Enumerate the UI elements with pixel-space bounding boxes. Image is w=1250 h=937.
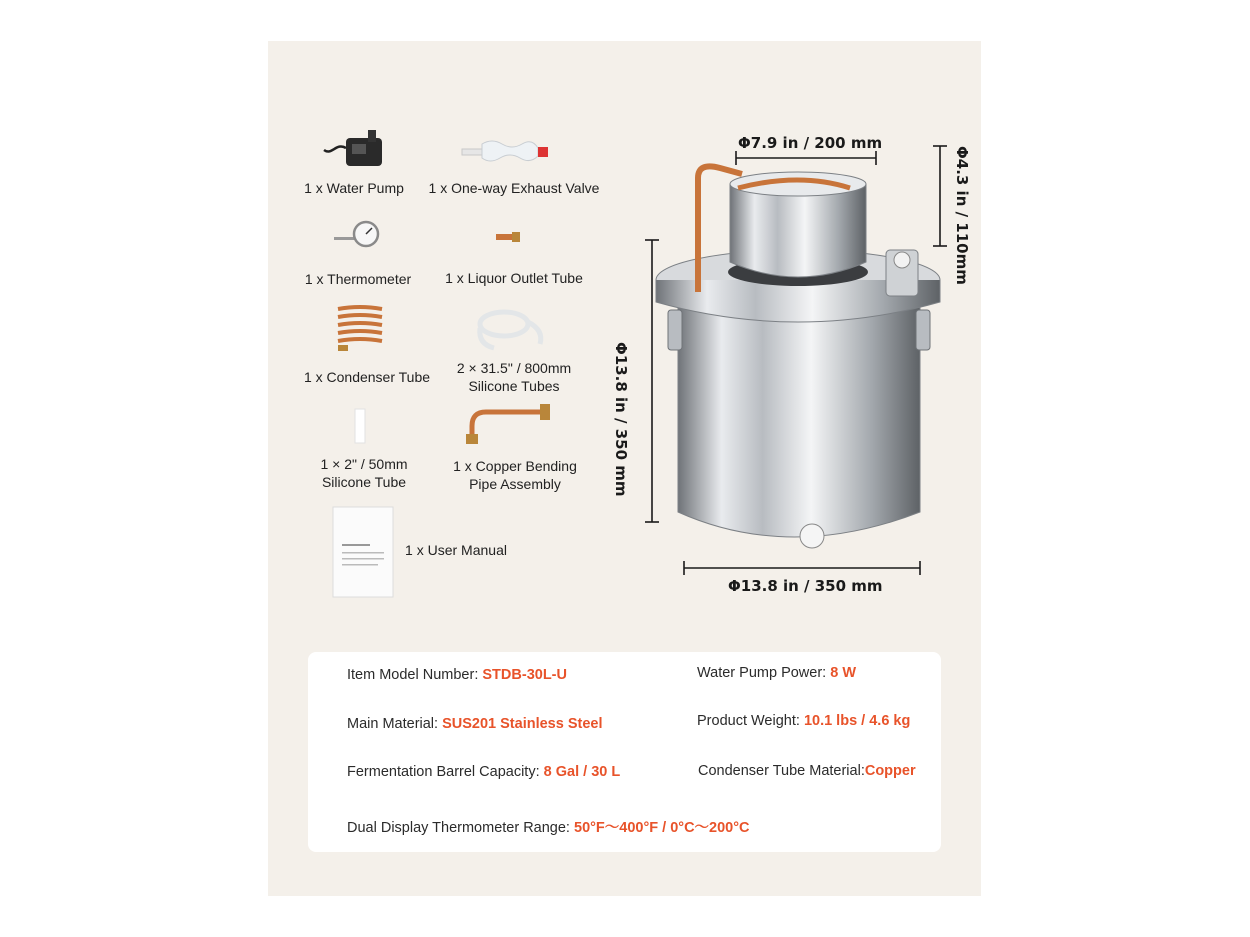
- spec-thermo-range-value: 50°F～400°F / 0°C～200°C: [574, 820, 750, 836]
- exhaust-valve-label: 1 x One-way Exhaust Valve: [428, 180, 600, 196]
- dimension-barrel-height: Φ13.8 in / 350 mm: [612, 342, 630, 497]
- exhaust-valve-icon: [460, 138, 554, 166]
- copper-bending-pipe-label-line1: 1 x Copper Bending: [453, 458, 577, 474]
- silicone-tube-icon: [354, 408, 366, 444]
- dimension-top-height: Φ4.3 in / 110mm: [953, 146, 971, 285]
- spec-weight: Product Weight: 10.1 lbs / 4.6 kg: [697, 713, 911, 729]
- dimension-lines: [640, 140, 970, 590]
- spec-weight-value: 10.1 lbs / 4.6 kg: [803, 713, 911, 729]
- spec-material: Main Material: SUS201 Stainless Steel: [347, 716, 603, 732]
- water-pump-label: 1 x Water Pump: [304, 180, 404, 196]
- spec-model: Item Model Number: STDB-30L-U: [347, 667, 567, 683]
- user-manual-icon: [332, 506, 394, 598]
- dimension-barrel-diameter: Φ13.8 in / 350 mm: [728, 577, 883, 595]
- thermometer-icon: [334, 216, 380, 252]
- silicone-tube-label-line1: 1 × 2" / 50mm: [320, 456, 408, 472]
- spec-capacity: Fermentation Barrel Capacity: 8 Gal / 30 L: [347, 764, 621, 780]
- user-manual-label: 1 x User Manual: [405, 542, 507, 558]
- spec-pump-power: Water Pump Power: 8 W: [697, 665, 857, 681]
- spec-condenser-material: Condenser Tube Material:Copper: [698, 763, 916, 779]
- spec-pump-power-value: 8 W: [830, 665, 857, 681]
- silicone-tubes-icon: [474, 304, 548, 352]
- liquor-outlet-tube-icon: [494, 230, 524, 244]
- condenser-tube-icon: [330, 303, 390, 353]
- copper-bending-pipe-label-line2: Pipe Assembly: [469, 476, 561, 492]
- silicone-tubes-label-line1: 2 × 31.5" / 800mm: [456, 360, 572, 376]
- thermometer-label: 1 x Thermometer: [304, 271, 412, 287]
- liquor-outlet-tube-label: 1 x Liquor Outlet Tube: [445, 270, 583, 286]
- silicone-tubes-label-line2: Silicone Tubes: [468, 378, 560, 394]
- spec-capacity-value: 8 Gal / 30 L: [543, 764, 621, 780]
- silicone-tube-label-line2: Silicone Tube: [321, 474, 407, 490]
- copper-bending-pipe-icon: [464, 400, 554, 446]
- spec-condenser-material-value: Copper: [864, 763, 916, 779]
- spec-thermo-range: Dual Display Thermometer Range: 50°F～400°F / 0°C～200°C: [347, 820, 750, 836]
- condenser-tube-label: 1 x Condenser Tube: [303, 369, 431, 385]
- spec-model-value: STDB-30L-U: [482, 667, 567, 683]
- spec-material-value: SUS201 Stainless Steel: [442, 716, 603, 732]
- water-pump-icon: [322, 128, 392, 172]
- dimension-top-diameter: Φ7.9 in / 200 mm: [738, 134, 883, 152]
